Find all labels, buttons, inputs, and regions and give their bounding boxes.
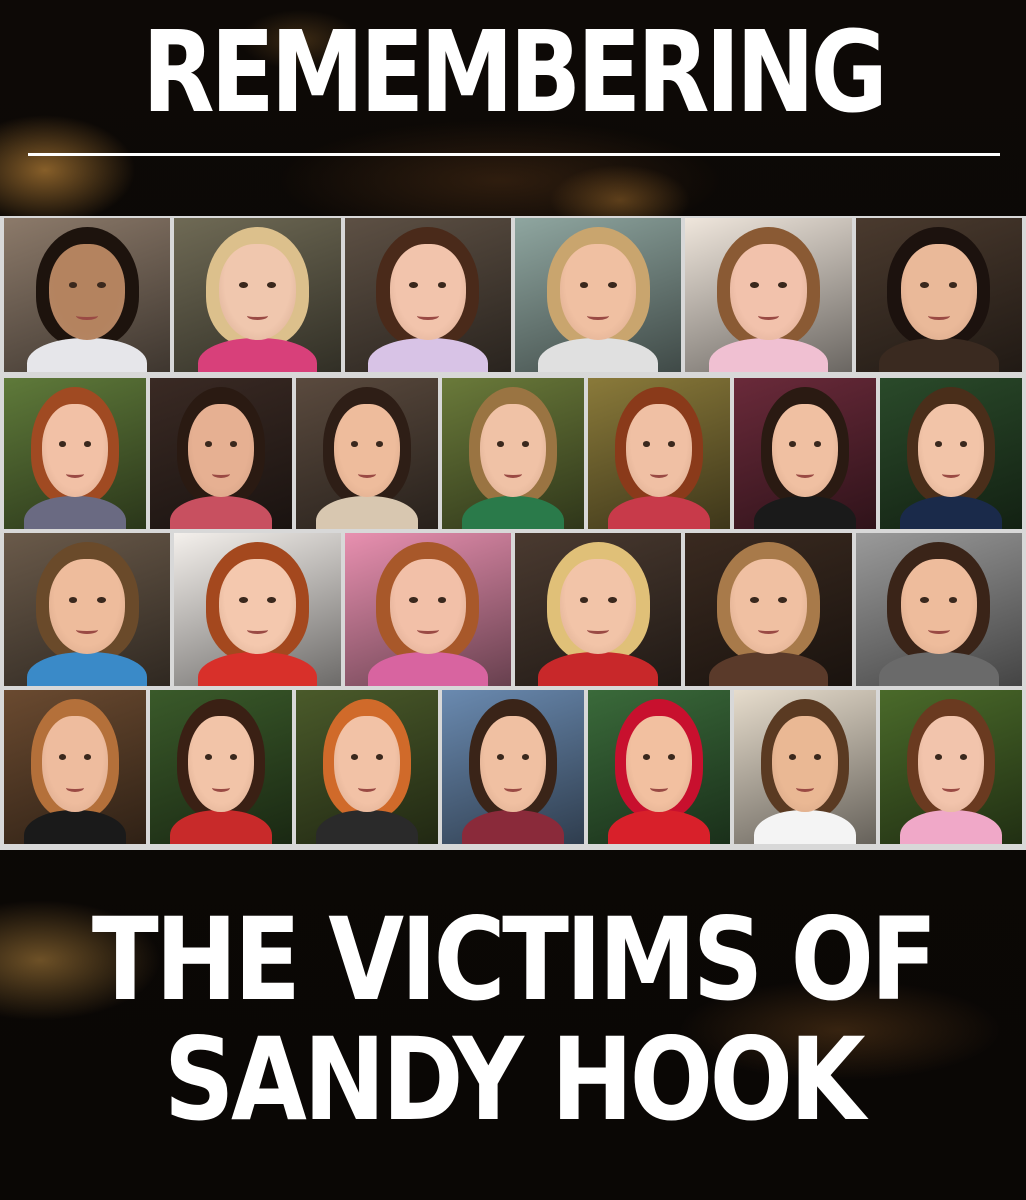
victim-portrait — [4, 533, 170, 686]
heading-line-1: THE VICTIMS OF — [91, 893, 935, 1026]
victim-portrait — [515, 218, 681, 372]
victim-portrait — [588, 378, 730, 529]
victim-portrait — [150, 690, 292, 844]
victim-portrait — [296, 378, 438, 529]
victim-portrait — [4, 378, 146, 529]
victim-portrait — [296, 690, 438, 844]
victim-portrait — [734, 690, 876, 844]
victim-portrait — [856, 218, 1022, 372]
victim-portrait — [345, 533, 511, 686]
heading-underline — [28, 153, 1000, 156]
victim-portrait — [345, 218, 511, 372]
heading-line-2: SANDY HOOK — [163, 1013, 863, 1146]
victim-portrait — [880, 690, 1022, 844]
victim-portrait — [174, 533, 340, 686]
victim-portrait — [588, 690, 730, 844]
victim-portrait — [4, 690, 146, 844]
victim-portrait — [734, 378, 876, 529]
victim-portrait — [150, 378, 292, 529]
victim-portrait — [515, 533, 681, 686]
heading-remembering: REMEMBERING — [142, 8, 884, 138]
heading-victims — [72, 893, 954, 1146]
victim-portrait — [685, 533, 851, 686]
victim-portrait — [442, 690, 584, 844]
victim-portrait — [174, 218, 340, 372]
victim-portrait — [4, 218, 170, 372]
victim-portrait — [685, 218, 851, 372]
victim-portrait — [856, 533, 1022, 686]
portrait-collage — [0, 216, 1026, 850]
victim-portrait — [880, 378, 1022, 529]
victim-portrait — [442, 378, 584, 529]
